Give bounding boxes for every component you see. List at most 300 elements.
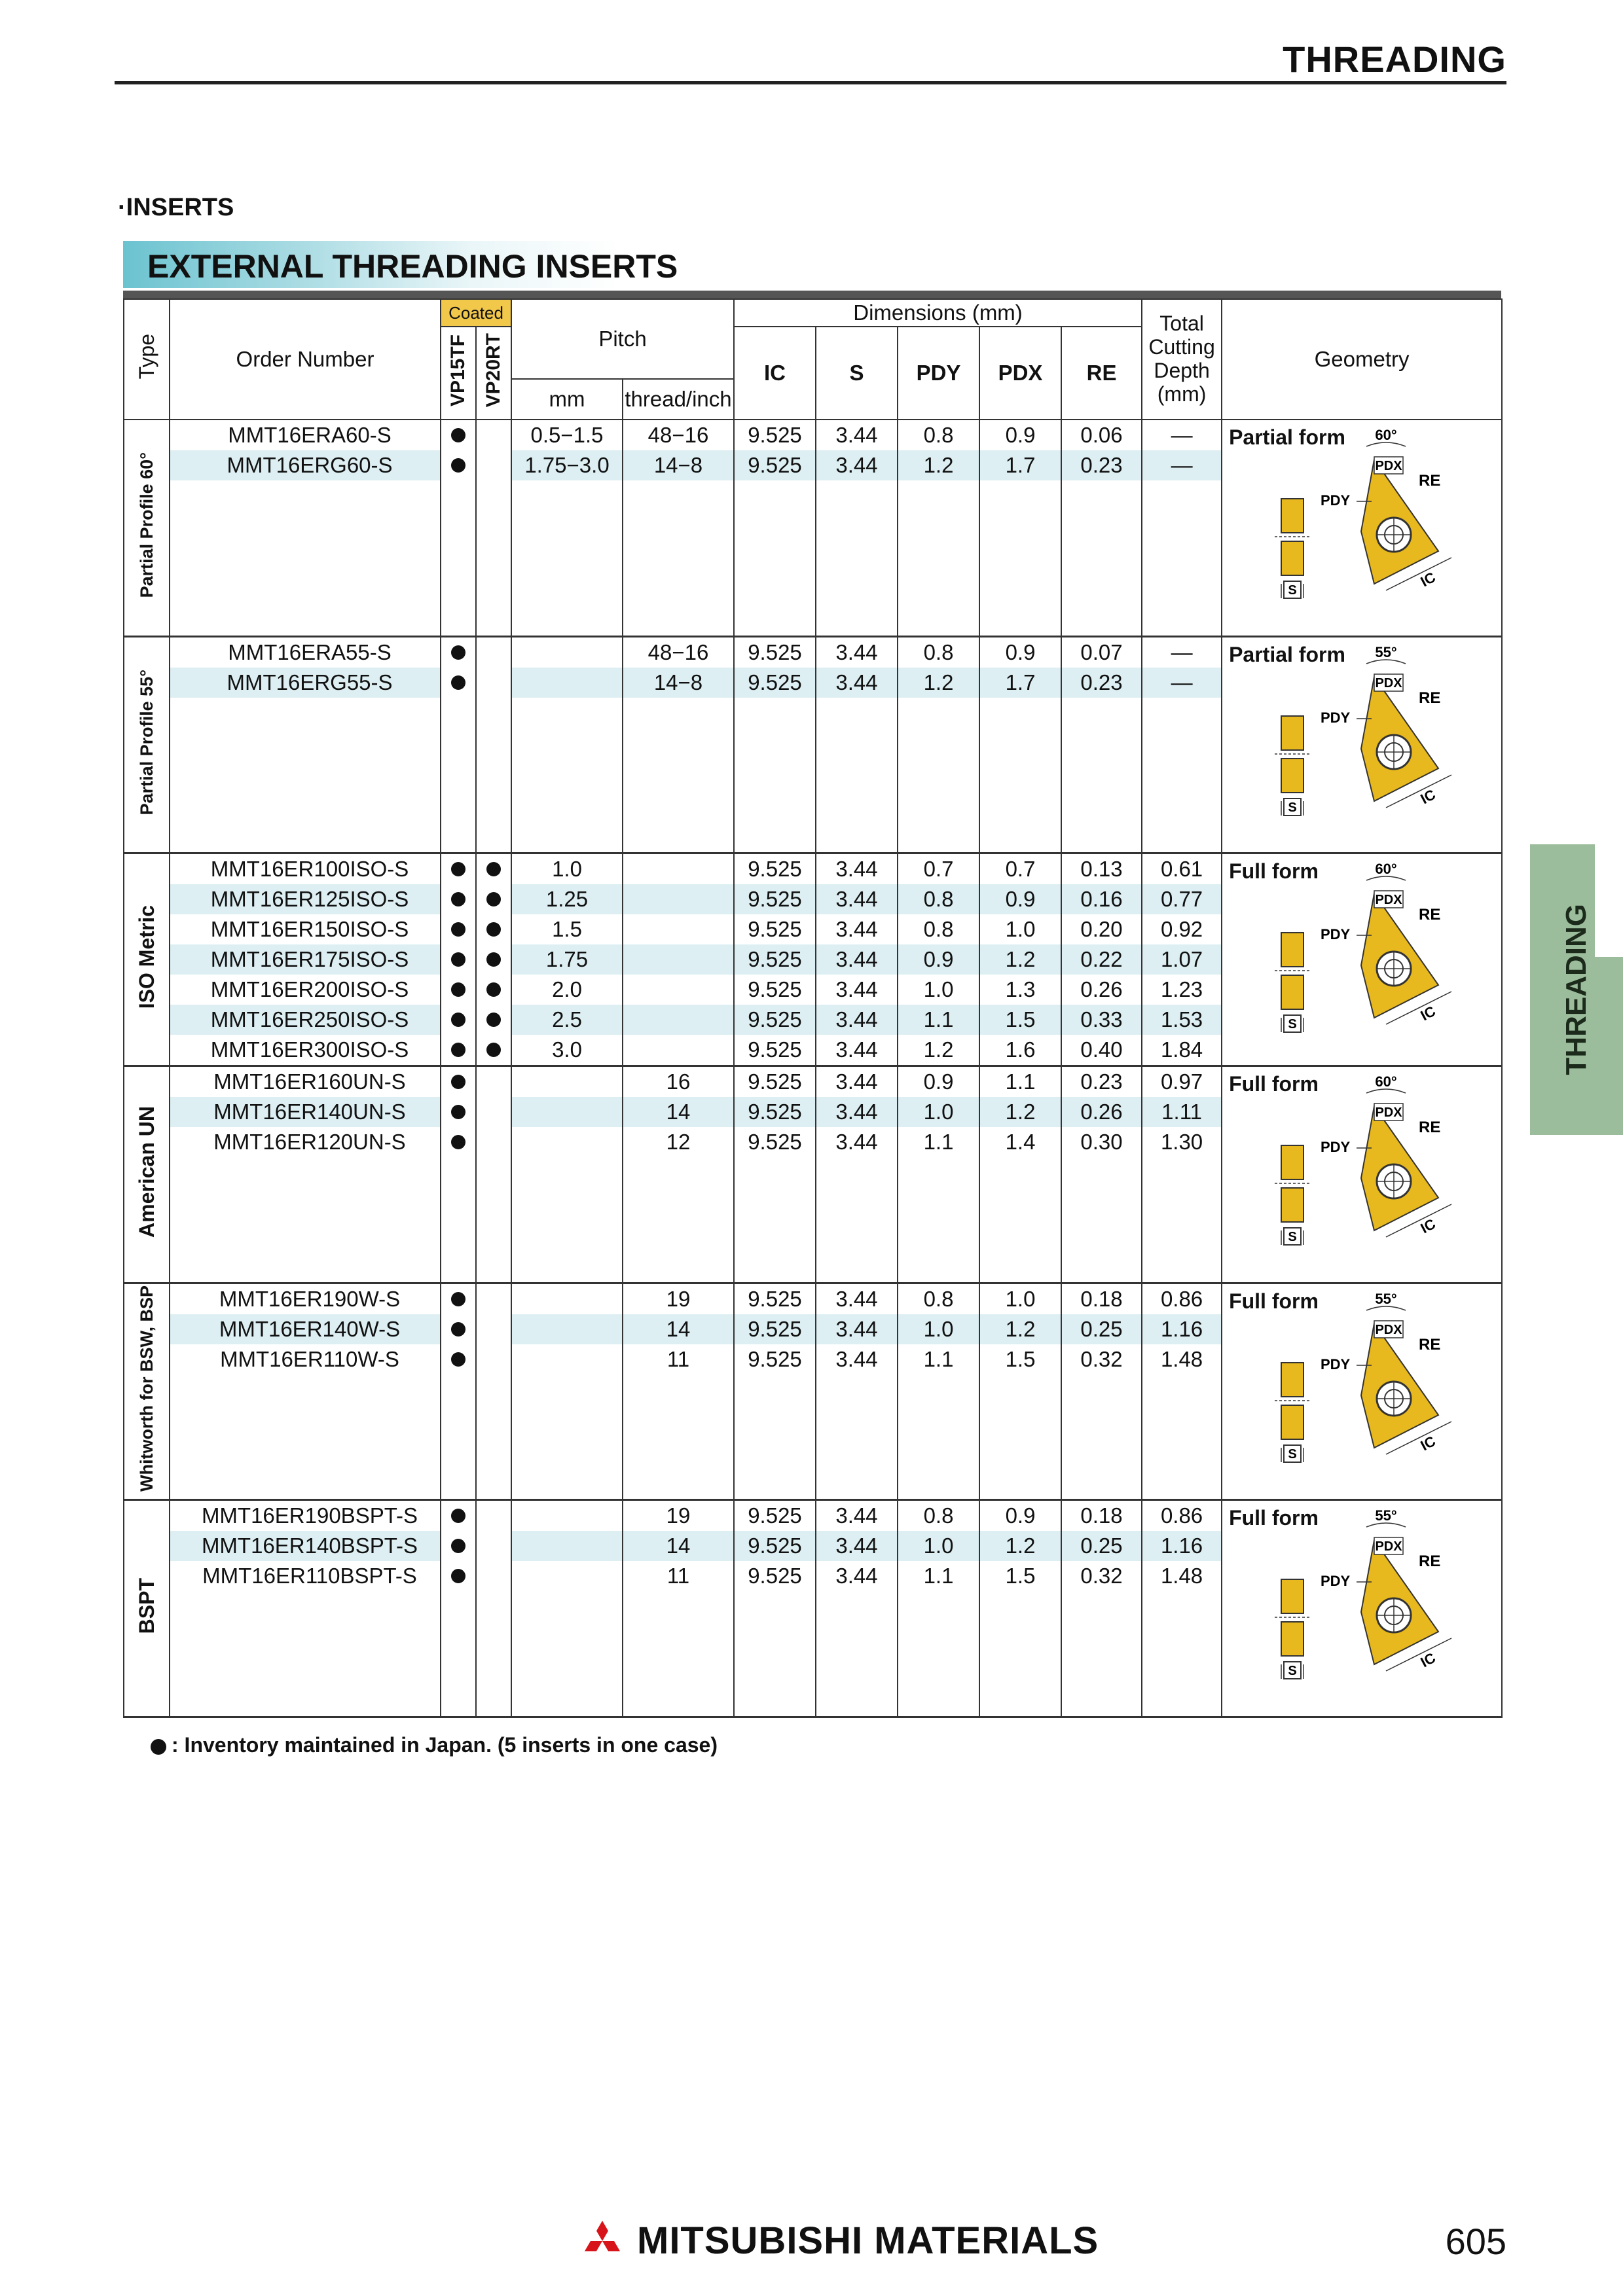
table-row bbox=[124, 636, 1502, 668]
depth-cell: 1.07 bbox=[1142, 944, 1222, 975]
depth-cell: 1.16 bbox=[1142, 1314, 1222, 1344]
col-order-number: Order Number bbox=[170, 299, 441, 420]
empty-cell bbox=[979, 480, 1061, 636]
grade-vp20rt-cell bbox=[476, 975, 511, 1005]
empty-cell bbox=[170, 480, 441, 636]
s-dim-label: S bbox=[1288, 1446, 1297, 1462]
grade-vp15tf-cell bbox=[441, 1531, 476, 1561]
depth-cell: 0.92 bbox=[1142, 914, 1222, 944]
stock-dot-icon bbox=[451, 922, 465, 937]
insert-diagram bbox=[1222, 854, 1497, 1064]
empty-cell bbox=[511, 1591, 623, 1717]
grade-vp15tf-cell bbox=[441, 914, 476, 944]
re-cell: 0.23 bbox=[1061, 1066, 1142, 1098]
order-number-cell: MMT16ER100ISO-S bbox=[170, 853, 441, 885]
insert-side-top bbox=[1281, 1579, 1304, 1613]
table-row bbox=[124, 853, 1502, 885]
tpi-cell: 12 bbox=[623, 1127, 734, 1157]
table-body bbox=[124, 420, 1502, 1717]
grade-vp15tf-cell bbox=[441, 450, 476, 480]
group-type-cell bbox=[124, 1066, 170, 1283]
empty-cell bbox=[1142, 698, 1222, 853]
ic-cell: 9.525 bbox=[734, 1127, 816, 1157]
mm-cell: 2.0 bbox=[511, 975, 623, 1005]
tpi-cell: 19 bbox=[623, 1500, 734, 1532]
stock-dot-icon bbox=[451, 862, 465, 876]
grade-vp20rt-cell bbox=[476, 668, 511, 698]
brand-name: MITSUBISHI MATERIALS bbox=[637, 2219, 1099, 2262]
depth-cell: 0.86 bbox=[1142, 1500, 1222, 1532]
side-tab-label: THREADING bbox=[1560, 904, 1592, 1075]
order-number-cell: MMT16ER140BSPT-S bbox=[170, 1531, 441, 1561]
group-type-cell bbox=[124, 1283, 170, 1500]
pdy-label: PDY bbox=[1321, 926, 1351, 942]
empty-cell bbox=[1061, 1157, 1142, 1283]
geometry-cell bbox=[1222, 1500, 1502, 1717]
re-cell: 0.26 bbox=[1061, 975, 1142, 1005]
depth-cell: 0.61 bbox=[1142, 853, 1222, 885]
mm-cell bbox=[511, 1500, 623, 1532]
col-coated: Coated bbox=[441, 299, 511, 327]
pdx-cell: 1.2 bbox=[979, 944, 1061, 975]
stock-dot-icon bbox=[451, 458, 465, 473]
tpi-cell bbox=[623, 1035, 734, 1066]
order-number-cell: MMT16ERA55-S bbox=[170, 636, 441, 668]
depth-cell: 1.30 bbox=[1142, 1127, 1222, 1157]
col-pdy: PDY bbox=[898, 327, 979, 420]
page-header-title: THREADING bbox=[1283, 39, 1506, 80]
re-cell: 0.16 bbox=[1061, 884, 1142, 914]
stock-dot-icon bbox=[486, 862, 501, 876]
ic-cell: 9.525 bbox=[734, 1283, 816, 1314]
stock-dot-icon bbox=[451, 1322, 465, 1336]
ic-label: IC bbox=[1417, 785, 1438, 807]
insert-diagram bbox=[1222, 1284, 1497, 1494]
pdx-cell: 0.9 bbox=[979, 884, 1061, 914]
s-cell: 3.44 bbox=[816, 1066, 898, 1098]
thread-angle-label: 60° bbox=[1375, 427, 1397, 443]
re-label: RE bbox=[1419, 1119, 1441, 1136]
geometry-form-label: Partial form bbox=[1229, 425, 1345, 449]
ic-label: IC bbox=[1417, 1649, 1438, 1671]
stock-dot-icon bbox=[451, 1539, 465, 1553]
grade-vp15tf-cell bbox=[441, 1500, 476, 1532]
grade-vp20rt-cell bbox=[476, 420, 511, 450]
group-type-label: BSPT bbox=[134, 1577, 158, 1634]
geometry-form-label: Full form bbox=[1229, 859, 1319, 883]
col-grade-vp20rt: VP20RT bbox=[476, 327, 511, 420]
empty-cell bbox=[1142, 1591, 1222, 1717]
s-cell: 3.44 bbox=[816, 1127, 898, 1157]
pdx-cell: 0.9 bbox=[979, 1500, 1061, 1532]
grade-vp20rt-cell bbox=[476, 1035, 511, 1066]
re-cell: 0.18 bbox=[1061, 1283, 1142, 1314]
depth-cell: 1.53 bbox=[1142, 1005, 1222, 1035]
empty-cell bbox=[898, 1157, 979, 1283]
depth-cell: 1.11 bbox=[1142, 1097, 1222, 1127]
insert-diagram bbox=[1222, 1067, 1497, 1276]
empty-cell bbox=[734, 1157, 816, 1283]
stock-dot-icon bbox=[486, 1043, 501, 1057]
empty-cell bbox=[170, 1374, 441, 1500]
pdy-label: PDY bbox=[1321, 492, 1351, 509]
pdy-cell: 1.2 bbox=[898, 1035, 979, 1066]
group-type-label: Whitworth for BSW, BSP bbox=[136, 1285, 156, 1492]
side-tab-label-wrap bbox=[1530, 844, 1623, 1135]
geometry-cell bbox=[1222, 853, 1502, 1066]
tpi-cell bbox=[623, 975, 734, 1005]
mm-cell bbox=[511, 668, 623, 698]
table-top-bar bbox=[123, 291, 1501, 298]
tpi-cell: 48−16 bbox=[623, 420, 734, 450]
empty-cell bbox=[979, 1374, 1061, 1500]
empty-cell bbox=[1061, 480, 1142, 636]
mm-cell: 1.5 bbox=[511, 914, 623, 944]
empty-cell bbox=[816, 698, 898, 853]
re-cell: 0.06 bbox=[1061, 420, 1142, 450]
mm-cell bbox=[511, 1127, 623, 1157]
stock-dot-icon bbox=[486, 952, 501, 967]
empty-cell bbox=[1061, 698, 1142, 853]
order-number-cell: MMT16ER150ISO-S bbox=[170, 914, 441, 944]
pdy-cell: 1.1 bbox=[898, 1005, 979, 1035]
empty-cell bbox=[511, 698, 623, 853]
table-title: EXTERNAL THREADING INSERTS bbox=[147, 248, 678, 285]
depth-cell: 1.16 bbox=[1142, 1531, 1222, 1561]
grade-vp20rt-cell bbox=[476, 1531, 511, 1561]
stock-dot-icon bbox=[486, 1013, 501, 1027]
empty-cell bbox=[898, 480, 979, 636]
ic-cell: 9.525 bbox=[734, 1561, 816, 1591]
empty-cell bbox=[476, 480, 511, 636]
pdy-cell: 1.2 bbox=[898, 668, 979, 698]
tpi-cell: 48−16 bbox=[623, 636, 734, 668]
pdx-cell: 1.0 bbox=[979, 1283, 1061, 1314]
pdy-cell: 0.7 bbox=[898, 853, 979, 885]
tpi-cell bbox=[623, 884, 734, 914]
grade-vp20rt-cell bbox=[476, 944, 511, 975]
thread-angle-label: 55° bbox=[1375, 1507, 1397, 1524]
order-number-cell: MMT16ER190BSPT-S bbox=[170, 1500, 441, 1532]
ic-cell: 9.525 bbox=[734, 636, 816, 668]
re-label: RE bbox=[1419, 472, 1441, 490]
empty-cell bbox=[1142, 1374, 1222, 1500]
pdx-cell: 1.1 bbox=[979, 1066, 1061, 1098]
col-geometry: Geometry bbox=[1222, 299, 1502, 420]
insert-side-bottom bbox=[1281, 759, 1304, 793]
grade-vp15tf-cell bbox=[441, 1005, 476, 1035]
re-cell: 0.26 bbox=[1061, 1097, 1142, 1127]
insert-side-bottom bbox=[1281, 1405, 1304, 1439]
s-cell: 3.44 bbox=[816, 914, 898, 944]
grade-vp15tf-cell bbox=[441, 1344, 476, 1374]
empty-cell bbox=[623, 1591, 734, 1717]
s-cell: 3.44 bbox=[816, 1097, 898, 1127]
stock-dot-icon bbox=[451, 1043, 465, 1057]
insert-side-top bbox=[1281, 716, 1304, 750]
ic-cell: 9.525 bbox=[734, 420, 816, 450]
grade-vp20rt-cell bbox=[476, 450, 511, 480]
re-cell: 0.07 bbox=[1061, 636, 1142, 668]
empty-cell bbox=[170, 698, 441, 853]
depth-cell: — bbox=[1142, 450, 1222, 480]
s-cell: 3.44 bbox=[816, 1500, 898, 1532]
pdy-cell: 1.0 bbox=[898, 1314, 979, 1344]
pdx-label: PDX bbox=[1375, 675, 1402, 691]
grade-vp15tf-cell bbox=[441, 636, 476, 668]
geometry-form-label: Full form bbox=[1229, 1289, 1319, 1313]
re-label: RE bbox=[1419, 689, 1441, 707]
mm-cell: 1.0 bbox=[511, 853, 623, 885]
grade-vp15tf-cell bbox=[441, 1283, 476, 1314]
order-number-cell: MMT16ER250ISO-S bbox=[170, 1005, 441, 1035]
grade-vp15tf-cell bbox=[441, 1035, 476, 1066]
mitsubishi-logo-icon bbox=[579, 2221, 625, 2261]
grade-vp20rt-cell bbox=[476, 853, 511, 885]
re-cell: 0.40 bbox=[1061, 1035, 1142, 1066]
order-number-cell: MMT16ER110BSPT-S bbox=[170, 1561, 441, 1591]
grade-vp20rt-cell bbox=[476, 1314, 511, 1344]
grade-vp15tf-cell bbox=[441, 668, 476, 698]
ic-cell: 9.525 bbox=[734, 1005, 816, 1035]
mm-cell bbox=[511, 1561, 623, 1591]
empty-cell bbox=[816, 1591, 898, 1717]
s-cell: 3.44 bbox=[816, 636, 898, 668]
mm-cell: 1.75 bbox=[511, 944, 623, 975]
s-dim-label: S bbox=[1288, 583, 1297, 598]
table-row bbox=[124, 420, 1502, 450]
grade-vp15tf-cell bbox=[441, 853, 476, 885]
stock-dot-icon bbox=[451, 1292, 465, 1306]
order-number-cell: MMT16ER175ISO-S bbox=[170, 944, 441, 975]
pdy-cell: 1.0 bbox=[898, 1531, 979, 1561]
pdy-label: PDY bbox=[1321, 1573, 1351, 1589]
group-type-label: Partial Profile 55° bbox=[136, 669, 156, 815]
insert-diagram bbox=[1222, 420, 1497, 630]
insert-diagram bbox=[1222, 1501, 1497, 1710]
order-number-cell: MMT16ER140W-S bbox=[170, 1314, 441, 1344]
stock-dot-icon bbox=[451, 645, 465, 660]
depth-cell: — bbox=[1142, 668, 1222, 698]
thread-angle-label: 55° bbox=[1375, 1290, 1397, 1307]
group-type-label: ISO Metric bbox=[134, 905, 158, 1009]
insert-side-bottom bbox=[1281, 1188, 1304, 1222]
grade-vp15tf-cell bbox=[441, 1097, 476, 1127]
pdy-label: PDY bbox=[1321, 1355, 1351, 1372]
empty-cell bbox=[979, 698, 1061, 853]
grade-vp15tf-cell bbox=[441, 884, 476, 914]
geometry-form-label: Full form bbox=[1229, 1506, 1319, 1530]
ic-cell: 9.525 bbox=[734, 1066, 816, 1098]
mm-cell: 2.5 bbox=[511, 1005, 623, 1035]
pdy-cell: 0.8 bbox=[898, 884, 979, 914]
empty-cell bbox=[623, 1157, 734, 1283]
s-cell: 3.44 bbox=[816, 975, 898, 1005]
empty-cell bbox=[1061, 1374, 1142, 1500]
col-pitch: Pitch bbox=[511, 299, 734, 379]
tpi-cell: 14 bbox=[623, 1314, 734, 1344]
depth-cell: 1.48 bbox=[1142, 1344, 1222, 1374]
ic-cell: 9.525 bbox=[734, 914, 816, 944]
col-s: S bbox=[816, 327, 898, 420]
ic-cell: 9.525 bbox=[734, 668, 816, 698]
re-cell: 0.32 bbox=[1061, 1561, 1142, 1591]
pdy-cell: 0.9 bbox=[898, 944, 979, 975]
pdx-cell: 0.9 bbox=[979, 420, 1061, 450]
pdx-cell: 1.6 bbox=[979, 1035, 1061, 1066]
col-type: Type bbox=[124, 299, 170, 420]
pdx-cell: 1.5 bbox=[979, 1344, 1061, 1374]
order-number-cell: MMT16ER300ISO-S bbox=[170, 1035, 441, 1066]
inserts-table bbox=[123, 298, 1503, 1718]
order-number-cell: MMT16ERG60-S bbox=[170, 450, 441, 480]
col-grade-vp15tf: VP15TF bbox=[441, 327, 476, 420]
stock-dot-icon bbox=[451, 1569, 465, 1583]
grade-vp20rt-cell bbox=[476, 1005, 511, 1035]
empty-cell bbox=[511, 1374, 623, 1500]
empty-cell bbox=[1142, 480, 1222, 636]
grade-vp20rt-cell bbox=[476, 1344, 511, 1374]
depth-cell: 1.84 bbox=[1142, 1035, 1222, 1066]
group-type-label: Partial Profile 60° bbox=[136, 452, 156, 598]
grade-vp15tf-cell bbox=[441, 1127, 476, 1157]
pdx-label: PDX bbox=[1375, 1105, 1402, 1120]
depth-cell: 0.86 bbox=[1142, 1283, 1222, 1314]
grade-vp15tf-cell bbox=[441, 420, 476, 450]
pdx-cell: 1.2 bbox=[979, 1314, 1061, 1344]
depth-cell: — bbox=[1142, 420, 1222, 450]
empty-cell bbox=[979, 1591, 1061, 1717]
thread-angle-label: 60° bbox=[1375, 861, 1397, 877]
pdx-cell: 1.3 bbox=[979, 975, 1061, 1005]
pdy-cell: 1.1 bbox=[898, 1561, 979, 1591]
table-row bbox=[124, 1500, 1502, 1532]
s-cell: 3.44 bbox=[816, 853, 898, 885]
pdx-cell: 1.5 bbox=[979, 1005, 1061, 1035]
stock-dot-icon bbox=[451, 1013, 465, 1027]
order-number-cell: MMT16ERG55-S bbox=[170, 668, 441, 698]
ic-cell: 9.525 bbox=[734, 450, 816, 480]
stock-dot-icon bbox=[451, 1075, 465, 1089]
empty-cell bbox=[623, 1374, 734, 1500]
ic-cell: 9.525 bbox=[734, 1531, 816, 1561]
grade-vp20rt-cell bbox=[476, 884, 511, 914]
order-number-cell: MMT16ERA60-S bbox=[170, 420, 441, 450]
brand bbox=[579, 2219, 1099, 2263]
pdy-cell: 0.9 bbox=[898, 1066, 979, 1098]
grade-vp15tf-cell bbox=[441, 1066, 476, 1098]
empty-cell bbox=[1061, 1591, 1142, 1717]
insert-side-top bbox=[1281, 933, 1304, 967]
ic-cell: 9.525 bbox=[734, 884, 816, 914]
tpi-cell bbox=[623, 944, 734, 975]
grade-vp15tf-cell bbox=[441, 1314, 476, 1344]
empty-cell bbox=[734, 698, 816, 853]
empty-cell bbox=[441, 698, 476, 853]
stock-dot-icon bbox=[451, 1352, 465, 1367]
col-pitch-tpi: thread/inch bbox=[623, 379, 734, 420]
geometry-form-label: Full form bbox=[1229, 1072, 1319, 1096]
grade-vp20rt-cell bbox=[476, 1500, 511, 1532]
empty-cell bbox=[170, 1157, 441, 1283]
pdx-cell: 0.9 bbox=[979, 636, 1061, 668]
thread-angle-label: 55° bbox=[1375, 643, 1397, 660]
col-dimensions: Dimensions (mm) bbox=[734, 299, 1142, 327]
header-rule bbox=[115, 81, 1506, 84]
re-label: RE bbox=[1419, 1552, 1441, 1570]
tpi-cell: 19 bbox=[623, 1283, 734, 1314]
empty-cell bbox=[734, 1374, 816, 1500]
empty-cell bbox=[734, 1591, 816, 1717]
re-cell: 0.30 bbox=[1061, 1127, 1142, 1157]
stock-dot-icon bbox=[451, 1509, 465, 1523]
pdx-cell: 0.7 bbox=[979, 853, 1061, 885]
insert-side-top bbox=[1281, 1145, 1304, 1179]
order-number-cell: MMT16ER200ISO-S bbox=[170, 975, 441, 1005]
ic-cell: 9.525 bbox=[734, 975, 816, 1005]
stock-dot-icon bbox=[451, 982, 465, 997]
stock-dot-icon bbox=[451, 952, 465, 967]
s-dim-label: S bbox=[1288, 1230, 1297, 1244]
empty-cell bbox=[476, 698, 511, 853]
ic-label: IC bbox=[1417, 1215, 1438, 1237]
s-dim-label: S bbox=[1288, 800, 1297, 815]
pdx-cell: 1.2 bbox=[979, 1097, 1061, 1127]
pdy-label: PDY bbox=[1321, 1139, 1351, 1155]
grade-vp15tf-cell bbox=[441, 944, 476, 975]
mm-cell bbox=[511, 1344, 623, 1374]
empty-cell bbox=[979, 1157, 1061, 1283]
mm-cell bbox=[511, 1314, 623, 1344]
empty-cell bbox=[441, 1374, 476, 1500]
tpi-cell: 14 bbox=[623, 1531, 734, 1561]
pdx-cell: 1.4 bbox=[979, 1127, 1061, 1157]
col-pitch-mm: mm bbox=[511, 379, 623, 420]
empty-cell bbox=[476, 1157, 511, 1283]
re-cell: 0.20 bbox=[1061, 914, 1142, 944]
s-dim-label: S bbox=[1288, 1017, 1297, 1031]
re-cell: 0.33 bbox=[1061, 1005, 1142, 1035]
pdy-cell: 1.2 bbox=[898, 450, 979, 480]
pdy-label: PDY bbox=[1321, 709, 1351, 726]
ic-cell: 9.525 bbox=[734, 1344, 816, 1374]
grade-vp15tf-cell bbox=[441, 975, 476, 1005]
empty-cell bbox=[623, 480, 734, 636]
grade-vp15tf-cell bbox=[441, 1561, 476, 1591]
stock-dot-icon bbox=[151, 1739, 166, 1755]
empty-cell bbox=[816, 1374, 898, 1500]
table-row bbox=[124, 1283, 1502, 1314]
order-number-cell: MMT16ER125ISO-S bbox=[170, 884, 441, 914]
insert-side-top bbox=[1281, 499, 1304, 533]
s-cell: 3.44 bbox=[816, 1035, 898, 1066]
pdx-cell: 1.7 bbox=[979, 668, 1061, 698]
re-cell: 0.23 bbox=[1061, 668, 1142, 698]
mm-cell bbox=[511, 636, 623, 668]
grade-vp20rt-cell bbox=[476, 1561, 511, 1591]
grade-vp20rt-cell bbox=[476, 1283, 511, 1314]
empty-cell bbox=[816, 1157, 898, 1283]
empty-cell bbox=[511, 480, 623, 636]
pdx-cell: 1.7 bbox=[979, 450, 1061, 480]
s-dim-label: S bbox=[1288, 1664, 1297, 1678]
mm-cell bbox=[511, 1066, 623, 1098]
grade-vp20rt-cell bbox=[476, 914, 511, 944]
pdy-cell: 0.8 bbox=[898, 636, 979, 668]
depth-cell: — bbox=[1142, 636, 1222, 668]
empty-cell bbox=[898, 1374, 979, 1500]
empty-cell bbox=[441, 1591, 476, 1717]
